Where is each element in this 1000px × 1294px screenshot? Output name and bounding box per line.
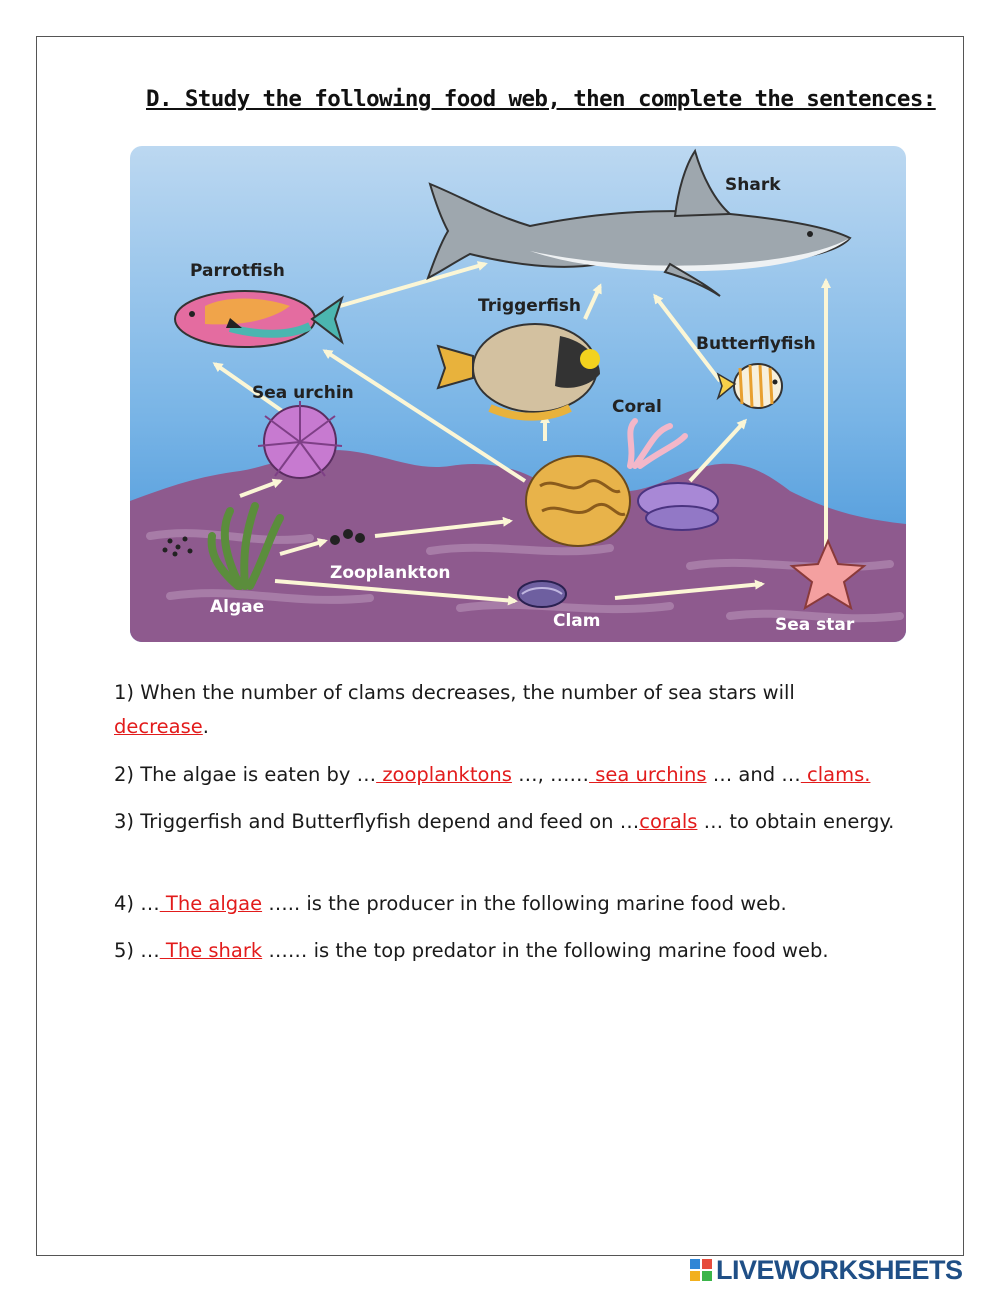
question-text: …, …… — [511, 763, 590, 786]
question-text: … — [140, 892, 160, 915]
question-4 — [114, 887, 904, 921]
question-1 — [114, 676, 904, 744]
question-number: 1) — [114, 681, 135, 704]
question-text: ….. is the producer in the following marine food web. — [262, 892, 787, 915]
label-algae: Algae — [210, 597, 265, 617]
question-number: 3) — [114, 810, 135, 833]
label-zooplankton: Zooplankton — [330, 563, 451, 583]
question-number: 2) — [114, 763, 135, 786]
question-text: … — [140, 939, 160, 962]
question-text: . — [202, 715, 209, 738]
question-text: Triggerfish and Butterflyfish depend and feed on … — [140, 810, 640, 833]
logo-icon — [690, 1259, 712, 1281]
question-text: … and … — [706, 763, 801, 786]
question-text: … to obtain energy. — [697, 810, 895, 833]
question-text: …… is the top predator in the following marine food web. — [262, 939, 829, 962]
liveworksheets-logo — [690, 1256, 963, 1284]
label-clam: Clam — [553, 611, 601, 631]
label-parrotfish: Parrotfish — [190, 261, 285, 281]
label-triggerfish: Triggerfish — [478, 296, 582, 316]
clam-illustration — [518, 581, 566, 607]
answer-field[interactable]: decrease — [114, 715, 203, 738]
answer-field[interactable]: The shark — [159, 939, 263, 962]
answer-field[interactable]: sea urchins — [589, 763, 707, 786]
page-title: D. Study the following food web, then complete the sentences: — [146, 86, 936, 112]
question-number: 5) — [114, 939, 135, 962]
question-text: When the number of clams decreases, the number of sea stars will — [140, 681, 795, 704]
label-sea-star: Sea star — [775, 615, 855, 635]
label-coral: Coral — [612, 397, 662, 417]
food-web-diagram — [130, 146, 906, 642]
answer-field[interactable]: The algae — [159, 892, 263, 915]
answer-field[interactable]: corals — [639, 810, 698, 833]
question-number: 4) — [114, 892, 135, 915]
answer-field[interactable]: zooplanktons — [376, 763, 512, 786]
label-butterflyfish: Butterflyfish — [696, 334, 816, 354]
question-3 — [114, 805, 904, 839]
answer-field[interactable]: clams. — [800, 763, 871, 786]
logo-text: LIVEWORKSHEETS — [716, 1254, 963, 1285]
label-shark: Shark — [725, 175, 781, 195]
question-text: The algae is eaten by … — [140, 763, 377, 786]
label-sea-urchin: Sea urchin — [252, 383, 354, 403]
question-5 — [114, 934, 904, 968]
question-2 — [114, 758, 904, 792]
